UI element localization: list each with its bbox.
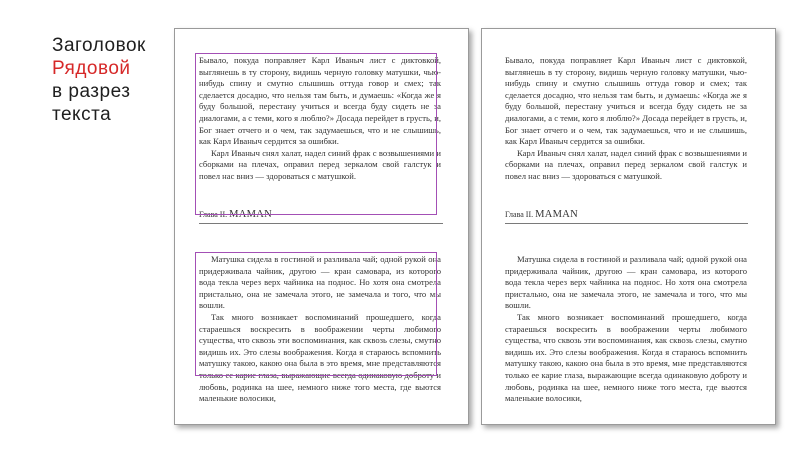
layout-guide-bottom xyxy=(195,252,437,376)
paragraph-1: Бывало, покуда поправляет Карл Иваныч лист с диктовкой, выглянешь в ту сторону, видишь черную головку матушки, чью-нибудь спину и смутно слышишь оттуда говор и смех; так сделается досадно, что нельзя там быть, и думаешь: «Когда же я буду большой, перестану учиться и всегда буду сидеть не за диалогами, а с теми, кого я люблю?» Досада перейдет в грусть, и, Бог знает отчего и о чем, так задумаешься, что и не слышишь, как Карл Иваныч сердится за ошибки. xyxy=(505,55,747,147)
title-line-4: текста xyxy=(52,104,112,125)
paragraph-2: Карл Иваныч снял халат, надел синий фрак с возвышениями и сборками на плечах, оправил перед зеркалом свой галстук и повел нас вниз — здороваться с матушкой. xyxy=(505,147,747,181)
text-block-bottom xyxy=(505,254,747,404)
title-line-3: в разрез xyxy=(52,81,131,102)
title-line-2: Рядовой xyxy=(52,58,131,79)
paragraph-2: Карл Иваныч снял халат, надел синий фрак с возвышениями и сборками на плечах, оправил перед зеркалом свой галстук и повел нас вниз — здороваться с матушкой. xyxy=(199,147,441,181)
layout-guide-top xyxy=(195,53,437,215)
page-right-clean xyxy=(481,28,776,425)
slide-title xyxy=(52,34,146,126)
paragraph-4: Так много возникает воспоминаний прошедшего, когда стараешься воскресить в воображении черты любимого существа, что сквозь эти воспоминания, как сквозь слезы, смутно видишь их. Это слезы воображения. Когда я стараюсь вспомнить матушку такою, какою она была в это время, мне представляются только ее карие глаза, выражающие всегда одинаковую доброту и любовь, родинка на шее, немного ниже того места, где вьются маленькие волосики, xyxy=(199,311,441,404)
title-line-1: Заголовок xyxy=(52,35,146,56)
chapter-label: Глава II. xyxy=(505,210,534,219)
chapter-name: MAMAN xyxy=(535,209,579,220)
paragraph-1: Бывало, покуда поправляет Карл Иваныч лист с диктовкой, выглянешь в ту сторону, видишь черную головку матушки, чью-нибудь спину и смутно слышишь оттуда говор и смех; так сделается досадно, что нельзя там быть, и думаешь: «Когда же я буду большой, перестану учиться и всегда буду сидеть не за диалогами, а с теми, кого я люблю?» Досада перейдет в грусть, и, Бог знает отчего и о чем, так задумаешься, что и не слышишь, как Карл Иваныч сердится за ошибки. xyxy=(199,55,441,147)
paragraph-3: Матушка сидела в гостиной и разливала чай; одной рукой она придерживала чайник, другою — кран самовара, из которого вода текла через верх чайника на поднос. Но хотя она смотрела пристально, она не замечала этого, не замечала и того, что мы вошли. xyxy=(505,254,747,311)
paragraph-4: Так много возникает воспоминаний прошедшего, когда стараешься воскресить в воображении черты любимого существа, что сквозь эти воспоминания, как сквозь слезы, смутно видишь их. Это слезы воображения. Когда я стараюсь вспомнить матушку такою, какою она была в это время, мне представляются только ее карие глаза, выражающие всегда одинаковую доброту и любовь, родинка на шее, немного ниже того места, где вьются маленькие волосики, xyxy=(505,311,747,404)
chapter-heading xyxy=(505,209,748,224)
paragraph-3: Матушка сидела в гостиной и разливала чай; одной рукой она придерживала чайник, другою — кран самовара, из которого вода текла через верх чайника на поднос. Но хотя она смотрела пристально, она не замечала этого, не замечала и того, что мы вошли. xyxy=(199,254,441,311)
text-block-top xyxy=(505,55,747,217)
chapter-name: MAMAN xyxy=(229,209,273,220)
chapter-label: Глава II. xyxy=(199,210,228,219)
